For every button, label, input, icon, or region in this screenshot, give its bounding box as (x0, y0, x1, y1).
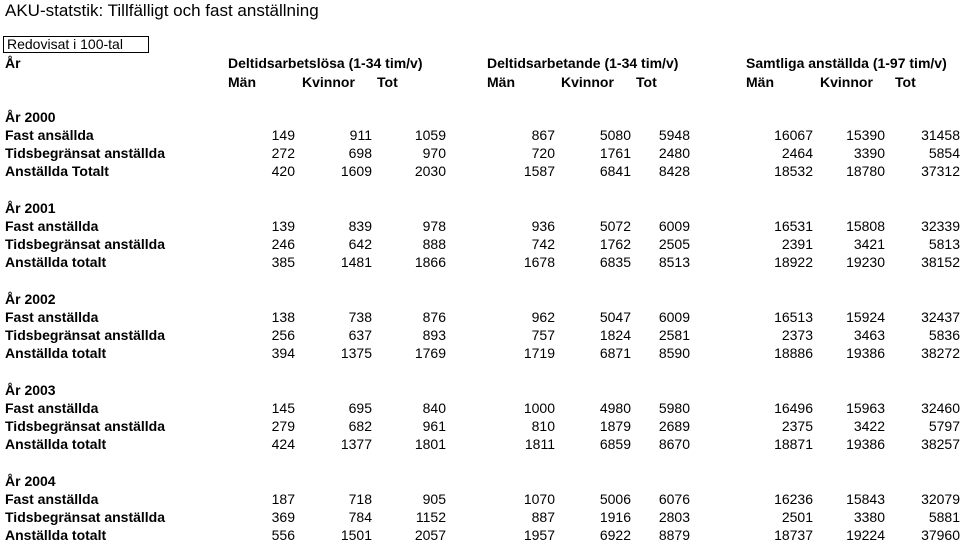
table-cell: 18532 (774, 163, 813, 179)
table-cell: 5080 (599, 127, 631, 143)
table-cell: 911 (349, 127, 372, 143)
table-cell: 15963 (846, 400, 885, 416)
table-cell: 385 (271, 254, 295, 270)
table-cell: 8879 (658, 527, 690, 543)
table-cell: 15924 (846, 309, 885, 325)
table-cell: 839 (348, 218, 372, 234)
table-cell: 695 (348, 400, 372, 416)
year-heading: År 2000 (5, 109, 56, 125)
table-cell: 16496 (774, 400, 813, 416)
table-cell: 1719 (523, 345, 555, 361)
row-label: Tidsbegränsat anställda (5, 327, 166, 343)
table-cell: 2581 (658, 327, 690, 343)
row-label: Fast anställda (5, 218, 99, 234)
table-cell: 2464 (781, 145, 813, 161)
table-cell: 272 (271, 145, 295, 161)
column-header: Kvinnor (561, 74, 614, 90)
year-heading: År 2002 (5, 291, 56, 307)
table-cell: 8670 (658, 436, 690, 452)
table-cell: 394 (271, 345, 295, 361)
table-cell: 1762 (599, 236, 631, 252)
table-cell: 720 (531, 145, 555, 161)
table-cell: 149 (271, 127, 295, 143)
table-cell: 738 (348, 309, 372, 325)
table-cell: 16067 (774, 127, 813, 143)
table-cell: 5797 (928, 418, 960, 434)
table-cell: 16513 (774, 309, 813, 325)
table-cell: 6871 (599, 345, 631, 361)
table-cell: 3463 (853, 327, 885, 343)
table-cell: 1916 (599, 509, 631, 525)
table-cell: 4980 (599, 400, 631, 416)
table-cell: 32437 (921, 309, 960, 325)
column-header: Tot (636, 74, 657, 90)
table-cell: 5813 (928, 236, 960, 252)
group-header: Deltidsarbetande (1-34 tim/v) (487, 55, 679, 71)
table-cell: 6835 (599, 254, 631, 270)
table-cell: 279 (271, 418, 295, 434)
table-cell: 246 (271, 236, 295, 252)
table-cell: 970 (422, 145, 446, 161)
table-cell: 16236 (774, 491, 813, 507)
row-label: Fast anställda (5, 400, 99, 416)
table-cell: 369 (271, 509, 295, 525)
year-heading: År 2004 (5, 473, 56, 489)
table-cell: 6859 (599, 436, 631, 452)
table-cell: 1587 (523, 163, 555, 179)
column-header: Män (746, 74, 774, 90)
column-header: Kvinnor (302, 74, 355, 90)
table-cell: 19224 (846, 527, 885, 543)
table-cell: 840 (422, 400, 446, 416)
table-cell: 1761 (599, 145, 631, 161)
table-cell: 5006 (599, 491, 631, 507)
table-cell: 718 (348, 491, 372, 507)
table-cell: 2480 (658, 145, 690, 161)
table-cell: 2803 (658, 509, 690, 525)
table-cell: 2375 (781, 418, 813, 434)
table-cell: 31458 (921, 127, 960, 143)
table-cell: 978 (422, 218, 446, 234)
table-cell: 936 (531, 218, 555, 234)
column-header: Män (487, 74, 515, 90)
table-cell: 2030 (414, 163, 446, 179)
table-cell: 2057 (414, 527, 446, 543)
table-cell: 18922 (774, 254, 813, 270)
table-cell: 1769 (414, 345, 446, 361)
table-cell: 784 (348, 509, 372, 525)
table-cell: 15390 (846, 127, 885, 143)
table-cell: 698 (348, 145, 372, 161)
table-cell: 1609 (340, 163, 372, 179)
table-cell: 1000 (523, 400, 555, 416)
table-cell: 15808 (846, 218, 885, 234)
page-title: AKU-statstik: Tillfälligt och fast anställning (5, 1, 319, 20)
column-header: Tot (895, 74, 916, 90)
table-cell: 1377 (340, 436, 372, 452)
table-cell: 18871 (774, 436, 813, 452)
table-cell: 19386 (846, 345, 885, 361)
table-cell: 5948 (658, 127, 690, 143)
row-label: Fast ansällda (5, 127, 94, 143)
table-cell: 19386 (846, 436, 885, 452)
table-cell: 3421 (853, 236, 885, 252)
table-cell: 18780 (846, 163, 885, 179)
table-cell: 37960 (921, 527, 960, 543)
table-cell: 6922 (599, 527, 631, 543)
table-cell: 867 (531, 127, 555, 143)
year-heading: År 2001 (5, 200, 56, 216)
table-cell: 16531 (774, 218, 813, 234)
table-cell: 2505 (658, 236, 690, 252)
table-cell: 2391 (781, 236, 813, 252)
row-label: Tidsbegränsat anställda (5, 236, 166, 252)
table-cell: 15843 (846, 491, 885, 507)
table-cell: 8590 (658, 345, 690, 361)
table-cell: 1375 (340, 345, 372, 361)
table-cell: 1501 (340, 527, 372, 543)
column-header: Kvinnor (820, 74, 873, 90)
table-cell: 37312 (921, 163, 960, 179)
table-cell: 5881 (928, 509, 960, 525)
table-cell: 8428 (658, 163, 690, 179)
table-cell: 1957 (523, 527, 555, 543)
row-label: Fast anställda (5, 491, 99, 507)
table-cell: 1824 (599, 327, 631, 343)
table-cell: 3380 (853, 509, 885, 525)
row-label: Tidsbegränsat anställda (5, 418, 166, 434)
table-cell: 5047 (599, 309, 631, 325)
row-label: Fast anställda (5, 309, 99, 325)
table-cell: 5854 (928, 145, 960, 161)
table-cell: 876 (422, 309, 446, 325)
table-cell: 6009 (658, 309, 690, 325)
table-cell: 893 (422, 327, 446, 343)
year-column-header: År (5, 55, 21, 71)
row-label: Anställda totalt (5, 254, 107, 270)
table-cell: 1811 (524, 436, 555, 452)
row-label: Tidsbegränsat anställda (5, 145, 166, 161)
table-cell: 3422 (853, 418, 885, 434)
group-header: Deltidsarbetslösa (1-34 tim/v) (228, 55, 423, 71)
table-cell: 810 (531, 418, 555, 434)
table-cell: 2689 (658, 418, 690, 434)
unit-note-box[interactable]: Redovisat i 100-tal (3, 36, 149, 53)
year-heading: År 2003 (5, 382, 56, 398)
table-cell: 905 (422, 491, 446, 507)
table-cell: 3390 (853, 145, 885, 161)
table-cell: 32339 (921, 218, 960, 234)
table-cell: 556 (271, 527, 295, 543)
column-header: Tot (377, 74, 398, 90)
table-cell: 962 (531, 309, 555, 325)
table-cell: 682 (348, 418, 372, 434)
table-cell: 38152 (921, 254, 960, 270)
table-cell: 19230 (846, 254, 885, 270)
table-cell: 6841 (599, 163, 631, 179)
row-label: Anställda totalt (5, 345, 107, 361)
table-cell: 32460 (921, 400, 960, 416)
table-cell: 8513 (658, 254, 690, 270)
table-cell: 1070 (523, 491, 555, 507)
table-cell: 887 (531, 509, 555, 525)
table-cell: 1866 (414, 254, 446, 270)
table-cell: 424 (271, 436, 295, 452)
table-cell: 5980 (658, 400, 690, 416)
table-cell: 138 (271, 309, 295, 325)
table-cell: 961 (422, 418, 446, 434)
row-label: Anställda Totalt (5, 163, 109, 179)
table-cell: 1481 (340, 254, 372, 270)
table-cell: 642 (348, 236, 372, 252)
table-cell: 2501 (781, 509, 813, 525)
table-cell: 18737 (774, 527, 813, 543)
table-cell: 145 (271, 400, 295, 416)
table-cell: 757 (531, 327, 555, 343)
table-cell: 38272 (921, 345, 960, 361)
table-cell: 1152 (415, 509, 446, 525)
table-cell: 888 (422, 236, 446, 252)
row-label: Anställda totalt (5, 436, 107, 452)
table-cell: 32079 (921, 491, 960, 507)
table-cell: 6076 (658, 491, 690, 507)
table-cell: 1801 (414, 436, 446, 452)
group-header: Samtliga anställda (1-97 tim/v) (746, 55, 947, 71)
table-cell: 637 (348, 327, 372, 343)
table-cell: 187 (271, 491, 295, 507)
table-cell: 420 (271, 163, 295, 179)
column-header: Män (228, 74, 256, 90)
table-cell: 1678 (523, 254, 555, 270)
row-label: Anställda totalt (5, 527, 107, 543)
table-cell: 1879 (599, 418, 631, 434)
table-cell: 742 (531, 236, 555, 252)
table-cell: 1059 (414, 127, 446, 143)
table-cell: 38257 (921, 436, 960, 452)
table-cell: 256 (271, 327, 295, 343)
table-cell: 2373 (781, 327, 813, 343)
table-cell: 5072 (599, 218, 631, 234)
table-cell: 139 (271, 218, 295, 234)
table-cell: 5836 (928, 327, 960, 343)
table-cell: 6009 (658, 218, 690, 234)
table-cell: 18886 (774, 345, 813, 361)
row-label: Tidsbegränsat anställda (5, 509, 166, 525)
